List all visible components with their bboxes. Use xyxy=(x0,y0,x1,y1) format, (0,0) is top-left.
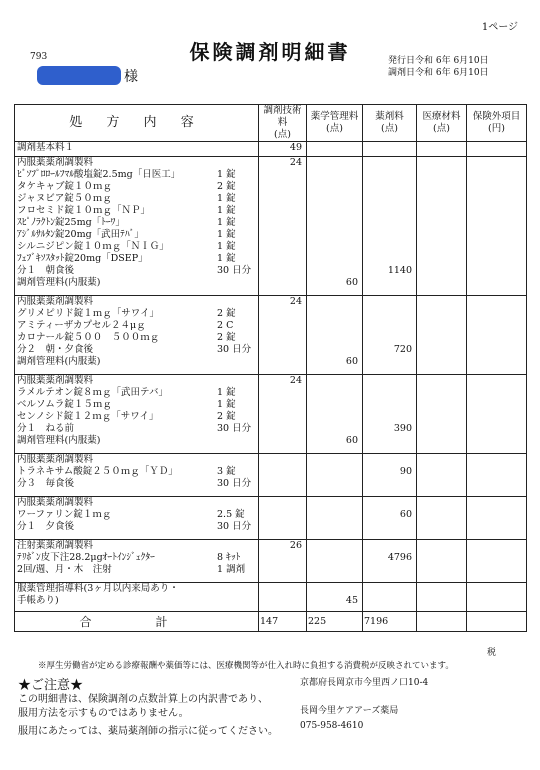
item-line xyxy=(17,142,256,154)
patient-name-redaction xyxy=(37,66,121,85)
item-quantity: 3 錠 xyxy=(217,466,236,477)
material-fee-value xyxy=(417,497,467,540)
item-name: センノシド錠１２ｍｇ「サワイ」 xyxy=(17,411,159,422)
material-fee-value xyxy=(417,157,467,296)
management-fee-value xyxy=(307,497,363,540)
item-line xyxy=(17,435,256,447)
item-line xyxy=(17,497,256,509)
document-title: 保険調剤明細書 xyxy=(189,40,351,64)
item-line xyxy=(17,564,256,576)
item-line xyxy=(17,540,256,552)
detail-table xyxy=(14,104,527,632)
dispense-date: 調剤日令和 6年 6月10日 xyxy=(388,68,489,78)
section-content xyxy=(15,540,259,583)
total-management-fee: 225 xyxy=(307,612,363,632)
material-fee-value xyxy=(417,142,467,157)
item-line xyxy=(17,509,256,521)
material-fee-value xyxy=(417,540,467,583)
item-line xyxy=(17,169,256,181)
caution-line-1: この明細書は、保険調剤の点数計算上の内訳書であり、 xyxy=(18,694,268,705)
item-name: トラネキサム酸錠２５０ｍｇ「ＹＤ」 xyxy=(17,466,178,477)
item-name: 服薬管理指導料(3ヶ月以内来局あり・ xyxy=(17,583,179,594)
item-name: タケキャブ錠１０ｍｇ xyxy=(17,181,113,192)
item-name: ﾌｪﾌﾞｷｿｽﾀｯﾄ錠20mg「DSEP」 xyxy=(17,253,148,264)
item-name: フロセミド錠１０ｍｇ「ＮＰ」 xyxy=(17,205,151,216)
item-name: ﾋﾞｿﾌﾟﾛﾛｰﾙﾌﾏﾙ酸塩錠2.5mg「日医工」 xyxy=(17,169,181,180)
item-line xyxy=(17,217,256,229)
item-line xyxy=(17,320,256,332)
caution-title: ★ご注意★ xyxy=(18,678,84,693)
tech-fee-value xyxy=(259,454,307,497)
section-content xyxy=(15,157,259,296)
pharmacy-phone: 075-958-4610 xyxy=(300,721,364,731)
management-fee-value: 45 xyxy=(307,583,363,612)
totals-label: 合 計 xyxy=(15,612,259,632)
item-line xyxy=(17,253,256,265)
item-name: ラメルテオン錠８ｍｇ「武田テバ」 xyxy=(17,387,168,398)
total-drug-fee: 7196 xyxy=(363,612,417,632)
drug-fee-value xyxy=(363,583,417,612)
item-line xyxy=(17,193,256,205)
item-line xyxy=(17,595,256,607)
tax-note: 税 xyxy=(487,648,497,658)
item-name: ジャヌビア錠５０ｍｇ xyxy=(17,193,112,204)
management-fee-value xyxy=(307,540,363,583)
header-content: 処 方 内 容 xyxy=(15,105,259,142)
item-line xyxy=(17,478,256,490)
section-row xyxy=(15,157,527,296)
item-line xyxy=(17,308,256,320)
drug-fee-value: 390 xyxy=(363,375,417,454)
management-fee-value: 60 xyxy=(307,375,363,454)
item-name: 調剤管理料(内服薬) xyxy=(17,356,101,367)
item-quantity: 2 錠 xyxy=(217,181,236,192)
item-name: 内服薬薬剤調製料 xyxy=(17,375,94,386)
item-line xyxy=(17,399,256,411)
item-line xyxy=(17,387,256,399)
header-management-fee: 薬学管理料 (点) xyxy=(307,105,363,142)
item-quantity: 1 錠 xyxy=(217,193,236,204)
tech-fee-value xyxy=(259,583,307,612)
item-name: 内服薬薬剤調製料 xyxy=(17,454,94,465)
item-line xyxy=(17,454,256,466)
item-line xyxy=(17,277,256,289)
section-row xyxy=(15,375,527,454)
item-name: 手帳あり) xyxy=(17,595,59,606)
pharmacy-address: 京都府長岡京市今里西ノ口10-4 xyxy=(300,678,429,688)
outside-insurance-value xyxy=(467,583,527,612)
item-line xyxy=(17,241,256,253)
item-quantity: 30 日分 xyxy=(217,521,252,532)
drug-fee-value: 90 xyxy=(363,454,417,497)
item-name: ｽﾋﾟﾉﾗｸﾄﾝ錠25mg「ﾄｰﾜ」 xyxy=(17,217,125,228)
item-quantity: 30 日分 xyxy=(217,344,252,355)
tech-fee-value: 26 xyxy=(259,540,307,583)
item-name: ｱｼﾞﾙｻﾙﾀﾝ錠20mg「武田ﾃﾊﾞ」 xyxy=(17,229,144,240)
item-name: 分１ 朝食後 xyxy=(17,265,75,276)
tech-fee-value: 49 xyxy=(259,142,307,157)
item-quantity: 1 錠 xyxy=(217,399,236,410)
outside-insurance-value xyxy=(467,540,527,583)
item-quantity: 8 ｷｯﾄ xyxy=(217,552,241,563)
section-row xyxy=(15,497,527,540)
management-fee-value: 60 xyxy=(307,296,363,375)
item-name: アミティーザカプセル２４μｇ xyxy=(17,320,146,331)
material-fee-value xyxy=(417,583,467,612)
item-quantity: 1 錠 xyxy=(217,241,236,252)
item-name: 分３ 毎食後 xyxy=(17,478,75,489)
header-material-fee: 医療材料 (点) xyxy=(417,105,467,142)
item-name: ベルソムラ錠１５ｍｇ xyxy=(17,399,112,410)
total-material-fee xyxy=(417,612,467,632)
item-name: ワーファリン錠１ｍｇ xyxy=(17,509,112,520)
drug-fee-value: 1140 xyxy=(363,157,417,296)
management-fee-value: 60 xyxy=(307,157,363,296)
header-tech-fee: 調剤技術料 (点) xyxy=(259,105,307,142)
item-name: 分１ ねる前 xyxy=(17,423,75,434)
outside-insurance-value xyxy=(467,296,527,375)
item-quantity: 1 錠 xyxy=(217,253,236,264)
outside-insurance-value xyxy=(467,157,527,296)
section-content xyxy=(15,454,259,497)
item-line xyxy=(17,265,256,277)
item-line xyxy=(17,332,256,344)
management-fee-value xyxy=(307,142,363,157)
item-quantity: 1 錠 xyxy=(217,169,236,180)
item-quantity: 1 錠 xyxy=(217,205,236,216)
section-row xyxy=(15,454,527,497)
section-content xyxy=(15,583,259,612)
item-quantity: 1 錠 xyxy=(217,229,236,240)
item-quantity: 30 日分 xyxy=(217,478,252,489)
item-line xyxy=(17,296,256,308)
item-line xyxy=(17,583,256,595)
totals-row xyxy=(15,612,527,632)
total-outside-insurance xyxy=(467,612,527,632)
item-quantity: 2 錠 xyxy=(217,332,236,343)
tech-fee-value: 24 xyxy=(259,296,307,375)
section-content xyxy=(15,296,259,375)
item-line xyxy=(17,423,256,435)
material-fee-value xyxy=(417,296,467,375)
caution-line-2: 服用方法を示すものではありません。 xyxy=(18,708,189,719)
issue-date: 発行日令和 6年 6月10日 xyxy=(388,56,489,66)
item-line xyxy=(17,411,256,423)
section-row xyxy=(15,142,527,157)
material-fee-value xyxy=(417,375,467,454)
item-quantity: 2 C xyxy=(217,320,234,331)
item-line xyxy=(17,229,256,241)
item-line xyxy=(17,205,256,217)
item-name: グリメピリド錠１ｍｇ「サワイ」 xyxy=(17,308,160,319)
drug-fee-value: 60 xyxy=(363,497,417,540)
item-name: 調剤管理料(内服薬) xyxy=(17,435,101,446)
item-line xyxy=(17,552,256,564)
item-name: 内服薬薬剤調製料 xyxy=(17,497,94,508)
patient-honorific: 様 xyxy=(124,69,138,85)
item-name: シルニジピン錠１０ｍｇ「ＮＩＧ」 xyxy=(17,241,169,252)
item-name: 内服薬薬剤調製料 xyxy=(17,296,94,307)
management-fee-value xyxy=(307,454,363,497)
item-name: 調剤管理料(内服薬) xyxy=(17,277,101,288)
outside-insurance-value xyxy=(467,454,527,497)
pharmacy-name: 長岡今里ケアアーズ薬局 xyxy=(300,706,399,716)
item-name: 注射薬薬剤調製料 xyxy=(17,540,94,551)
drug-fee-value: 4796 xyxy=(363,540,417,583)
item-quantity: 2.5 錠 xyxy=(217,509,245,520)
item-line xyxy=(17,157,256,169)
footnote: ※厚生労働省が定める診療報酬や薬価等には、医療機関等が仕入れ時に負担する消費税が反映されています。 xyxy=(38,661,454,671)
total-tech-fee: 147 xyxy=(259,612,307,632)
patient-code: 793 xyxy=(30,52,48,62)
section-content xyxy=(15,497,259,540)
drug-fee-value xyxy=(363,142,417,157)
page-number: 1ページ xyxy=(481,22,518,33)
item-quantity: 2 錠 xyxy=(217,308,236,319)
item-line xyxy=(17,344,256,356)
item-line xyxy=(17,356,256,368)
item-name: ﾃﾘﾎﾞﾝ皮下注28.2μgｵｰﾄｲﾝｼﾞｪｸﾀｰ xyxy=(17,552,155,563)
section-row xyxy=(15,540,527,583)
tech-fee-value: 24 xyxy=(259,375,307,454)
tech-fee-value xyxy=(259,497,307,540)
item-name: 分２ 朝・夕食後 xyxy=(17,344,94,355)
item-line xyxy=(17,466,256,478)
item-line xyxy=(17,521,256,533)
header-row xyxy=(15,105,527,142)
item-quantity: 30 日分 xyxy=(217,265,252,276)
item-quantity: 1 調剤 xyxy=(217,564,246,575)
item-name: カロナール錠５００ ５００ｍｇ xyxy=(17,332,160,343)
section-row xyxy=(15,583,527,612)
section-row xyxy=(15,296,527,375)
item-quantity: 1 錠 xyxy=(217,217,236,228)
item-line xyxy=(17,375,256,387)
caution-line-3: 服用にあたっては、薬局薬剤師の指示に従ってください。 xyxy=(18,726,278,737)
outside-insurance-value xyxy=(467,375,527,454)
item-name: 2回/週、月・木 注射 xyxy=(17,564,112,575)
item-name: 分１ 夕食後 xyxy=(17,521,75,532)
item-name: 調剤基本料１ xyxy=(17,142,75,153)
item-name: 内服薬薬剤調製料 xyxy=(17,157,94,168)
section-content xyxy=(15,142,259,157)
outside-insurance-value xyxy=(467,142,527,157)
tech-fee-value: 24 xyxy=(259,157,307,296)
item-quantity: 1 錠 xyxy=(217,387,236,398)
drug-fee-value: 720 xyxy=(363,296,417,375)
item-quantity: 2 錠 xyxy=(217,411,236,422)
header-outside-insurance: 保険外項目 (円) xyxy=(467,105,527,142)
item-quantity: 30 日分 xyxy=(217,423,252,434)
material-fee-value xyxy=(417,454,467,497)
outside-insurance-value xyxy=(467,497,527,540)
header-drug-fee: 薬剤料 (点) xyxy=(363,105,417,142)
item-line xyxy=(17,181,256,193)
section-content xyxy=(15,375,259,454)
